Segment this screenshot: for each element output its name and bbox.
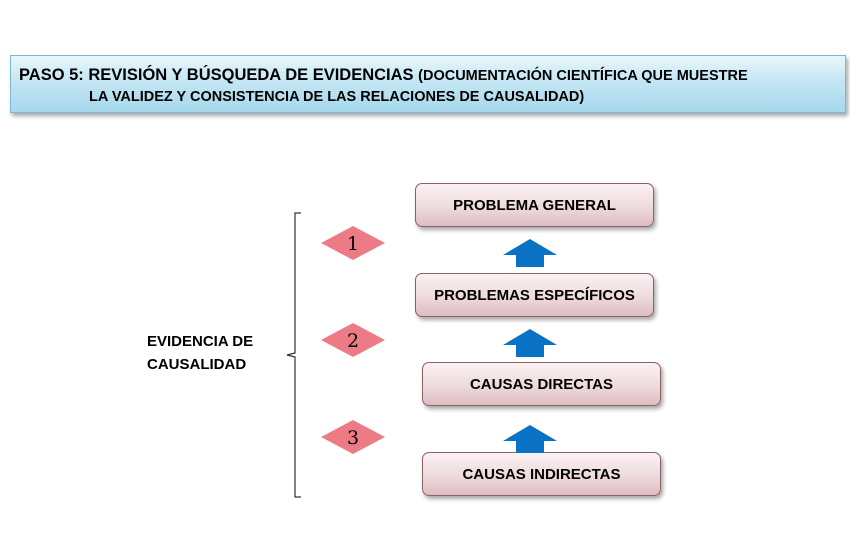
step-number: 2 (346, 330, 360, 352)
left-brace (283, 212, 303, 498)
problema-general-box: PROBLEMA GENERAL (415, 183, 654, 227)
step-header-banner (10, 55, 846, 113)
step-3-diamond (320, 419, 386, 455)
header-main-text: PASO 5: REVISIÓN Y BÚSQUEDA DE EVIDENCIAS (19, 66, 414, 84)
up-arrow-icon (500, 424, 560, 454)
up-arrow-icon (500, 328, 560, 358)
step-number: 1 (346, 233, 360, 255)
step-2-diamond (320, 322, 386, 358)
step-1-diamond (320, 225, 386, 261)
evidencia-label-line-1: EVIDENCIA DE (147, 333, 254, 350)
causas-indirectas-box: CAUSAS INDIRECTAS (422, 452, 661, 496)
problemas-especificos-box: PROBLEMAS ESPECÍFICOS (415, 273, 654, 317)
evidencia-label-line-2: CAUSALIDAD (147, 356, 247, 373)
header-sub-text: (DOCUMENTACIÓN CIENTÍFICA QUE MUESTRE (418, 68, 748, 84)
header-line-2: LA VALIDEZ Y CONSISTENCIA DE LAS RELACIONES DE CAUSALIDAD) (89, 89, 585, 105)
header-line-1 (19, 64, 835, 87)
step-number: 3 (346, 427, 360, 449)
evidencia-causalidad-label (147, 330, 253, 376)
causas-directas-box: CAUSAS DIRECTAS (422, 362, 661, 406)
up-arrow-icon (500, 238, 560, 268)
